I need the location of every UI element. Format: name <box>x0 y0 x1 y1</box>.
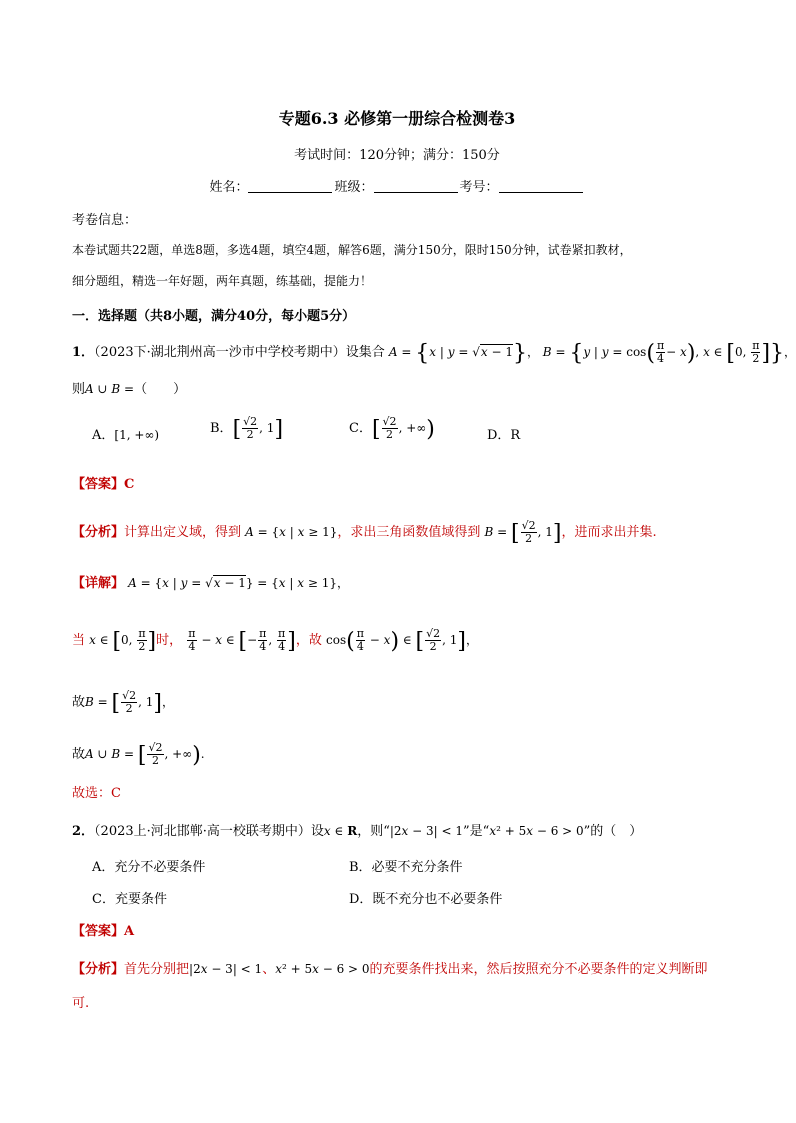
info-heading: 考卷信息： <box>72 213 138 228</box>
q2-option-d[interactable]: D．既不充分也不必要条件 <box>349 892 503 907</box>
detail-1-step-4: 故A ∪ B = [ $\frac{√2}{2}$ , +∞). <box>72 741 205 769</box>
number-label: 考号： <box>459 180 499 195</box>
option-d[interactable]: D．R <box>487 428 521 443</box>
page-title: 专题6.3 必修第一册综合检测卷3 <box>278 109 516 128</box>
info-line-1: 本卷试题共22题，单选8题，多选4题，填空4题，解答6题，满分150分，限时150分钟，试卷紧扣教材， <box>72 243 632 257</box>
student-info-row <box>0 176 794 195</box>
info-line-2: 细分题组，精选一年好题，两年真题，练基础，提能力！ <box>72 274 373 288</box>
q2-option-c[interactable]: C．充要条件 <box>92 892 167 907</box>
detail-1-step-3: 故B = [ $\frac{√2}{2}$ , 1]， <box>72 689 175 717</box>
answer-1: 【答案】C <box>72 477 135 492</box>
analysis-2: 【分析】首先分别把|2x − 3| < 1、x² + 5x − 6 > 0的充要条件找出来，然后按照充分不必要条件的定义判断即 <box>72 962 708 977</box>
detail-1: 【详解】 A = {x | y = √x − 1} = {x | x ≥ 1}， <box>72 576 349 591</box>
option-c[interactable]: C．[ $\frac{√2}{2}$ , +∞) <box>349 415 435 443</box>
question-source: （2023下·湖北荆州高一沙市中学校考期中） <box>94 345 346 361</box>
name-label: 姓名： <box>209 180 249 195</box>
number-blank <box>499 180 583 193</box>
exam-time: 考试时间：120分钟；满分：150分 <box>294 148 500 163</box>
analysis-1: 【分析】计算出定义域，得到 A = {x | x ≥ 1}，求出三角函数值域得到 B = [ $\frac{√2}{2}$ , 1]，进而求出并集. <box>72 519 657 547</box>
question-2-stem: 2．（2023上·河北邯郸·高一校联考期中）设x ∈ R，则“|2x − 3| < 1”是“x² + 5x − 6 > 0”的（ ） <box>72 824 643 839</box>
question-number: 1． <box>72 345 95 361</box>
question-1-stem: 1．（2023下·湖北荆州高一沙市中学校考期中）设集合 A = {x | y = √x − 1}， B = {y | y = cos( $\frac{\pi}{4}$ − x), x ∈ [0, $\frac{\pi}{2}$ ]}， <box>72 339 796 367</box>
name-blank <box>248 180 332 193</box>
q2-option-b[interactable]: B．必要不充分条件 <box>349 860 463 875</box>
section-heading: 一．选择题（共8小题，满分40分，每小题5分） <box>72 309 356 324</box>
class-label: 班级： <box>334 180 374 195</box>
option-b[interactable]: B．[ $\frac{√2}{2}$ , 1] <box>210 415 284 443</box>
class-blank <box>374 180 458 193</box>
detail-1-step-2: 当 x ∈ [0, $\frac{\pi}{2}$ ]时， $\frac{\pi}{4}$ − x ∈ [− $\frac{\pi}{4}$ , $\frac{\pi}{4}$ ]，故 cos( $\frac{\pi}{4}$ − x) ∈ [ $\frac{√2}{2}$ , 1]， <box>72 627 479 655</box>
set-a-formula: A = {x | y = √x − 1}， B = {y | y = cos( $\frac{\pi}{4}$ − x), x ∈ [0, $\frac{\pi}{2}$ ]}， <box>388 339 796 367</box>
answer-2: 【答案】A <box>72 924 135 939</box>
q2-option-a[interactable]: A．充分不必要条件 <box>92 860 206 875</box>
option-a[interactable]: A．[1, +∞) <box>92 428 160 443</box>
question-1-stem-2: 则A ∪ B =（ ） <box>72 382 187 397</box>
choose-1: 故选：C <box>72 786 121 801</box>
analysis-2-line-2: 可. <box>72 996 90 1011</box>
